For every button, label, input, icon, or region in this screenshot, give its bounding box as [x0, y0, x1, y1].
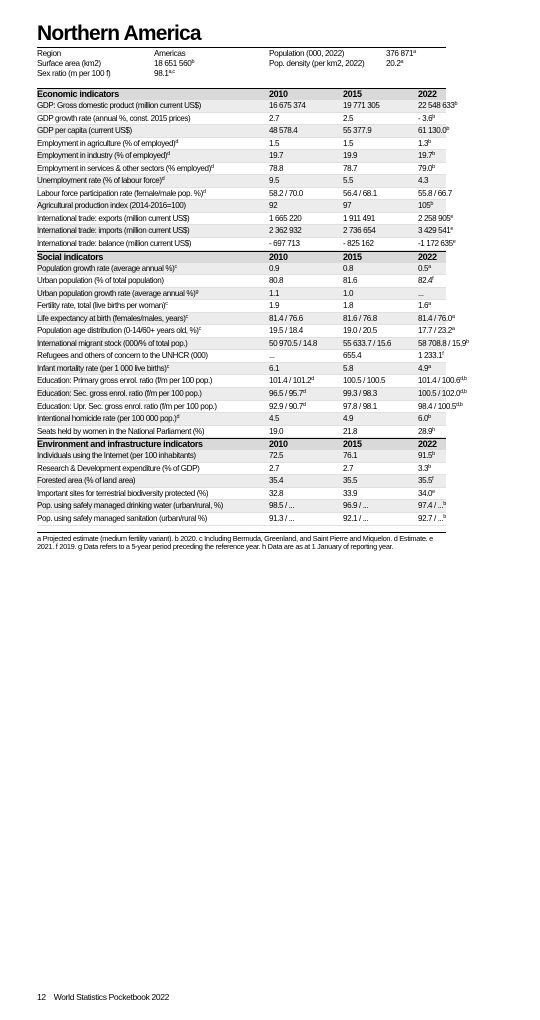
footnotes: a Projected estimate (medium fertility variant). b 2020. c Including Bermuda, Greenland, and Saint Pierre and Miquelon. d Estimate. e 2021. f 2019. g Data refers to a 5-year period preceding the reference year. h Data are as at 1 January of reporting year.: [37, 532, 446, 552]
table-row: [37, 300, 446, 313]
indicator-label: Urban population (% of total population): [37, 276, 164, 286]
value-2010: 4.5: [269, 414, 280, 424]
table-row: [37, 426, 446, 439]
value-2015: 1.5: [343, 138, 354, 148]
country-profile: [37, 22, 469, 552]
year-header: 2022: [418, 89, 437, 99]
table-row: [37, 488, 446, 501]
indicator-label: Seats held by women in the National Parliament (%): [37, 426, 205, 436]
value-2022: 79.0$^b$: [418, 163, 435, 173]
indicator-label: Pop. using safely managed sanitation (urban/rural %): [37, 513, 207, 523]
table-row: [37, 275, 446, 288]
value-2010: 16 675 374: [269, 101, 306, 110]
table-row: [37, 125, 449, 138]
table-row: [37, 363, 446, 376]
value-2010: 19.7: [269, 151, 284, 161]
value-2015: 0.8: [343, 263, 354, 273]
value-2015: 97.8 / 98.1: [343, 401, 377, 411]
surface-label: Surface area (km2): [37, 59, 101, 68]
indicator-label: Employment in services & other sectors (% employed)$^d$: [37, 163, 214, 173]
section-title: Social indicators: [37, 251, 104, 262]
indicator-label: Important sites for terrestrial biodiversity protected (%): [37, 488, 209, 498]
value-2015: 100.5 / 100.5: [343, 376, 386, 386]
indicator-label: Education: Sec. gross enrol. ratio (f/m per 100 pop.): [37, 389, 202, 399]
value-2022: 91.5$^b$: [418, 451, 435, 461]
value-2010: 72.5: [269, 451, 284, 461]
value-2010: 9.5: [269, 176, 280, 186]
table-row: [37, 325, 455, 338]
value-2022: 3.3$^b$: [418, 463, 431, 473]
value-2022: 1.6$^a$: [418, 301, 431, 311]
value-2015: - 825 162: [343, 239, 374, 249]
value-2015: 19 771 305: [343, 101, 380, 110]
value-2015: 97: [343, 201, 352, 211]
value-2015: 78.7: [343, 163, 358, 173]
indicator-label: Forested area (% of land area): [37, 476, 136, 486]
table-row: [37, 200, 446, 213]
value-2022: 81.4 / 76.0$^a$: [418, 313, 455, 323]
value-2015: 33.9: [343, 488, 358, 498]
value-2015: 55 633.7 / 15.6: [343, 338, 392, 348]
table-row: [37, 401, 463, 414]
value-2010: 101.4 / 101.2$^d$: [269, 376, 314, 386]
indicator-label: Refugees and others of concern to the UNHCR (000): [37, 351, 208, 361]
table-row: [37, 388, 467, 401]
value-2015: 1.8: [343, 301, 354, 311]
value-2022: - 3.6$^b$: [418, 113, 435, 123]
page-title: Northern America: [37, 22, 446, 48]
value-2015: 81.6: [343, 276, 358, 286]
value-2010: 1 665 220: [269, 213, 302, 223]
value-2022: 92.7 / ...$^b$: [418, 513, 446, 523]
table-row: [37, 225, 454, 238]
indicator-label: Fertility rate, total (live births per woman)$^c$: [37, 301, 168, 311]
value-2015: 92.1 / ...: [343, 513, 369, 523]
indicator-label: Population growth rate (average annual %)$^c$: [37, 263, 177, 273]
value-2010: 50 970.5 / 14.8: [269, 338, 318, 348]
value-2022: 55.8 / 66.7: [418, 188, 452, 198]
value-2010: 80.8: [269, 276, 284, 286]
indicator-label: GDP per capita (current US$): [37, 126, 132, 136]
indicator-label: Research & Development expenditure (% of GDP): [37, 463, 200, 473]
value-2015: 655.4: [343, 351, 362, 361]
table-row: [37, 513, 446, 526]
table-row: [37, 313, 455, 326]
value-2022: 58 708.8 / 15.9$^b$: [418, 338, 469, 348]
table-row: [37, 350, 446, 363]
year-header: 2010: [269, 89, 288, 99]
value-2010: 78.8: [269, 163, 284, 173]
population-label: Population (000, 2022): [269, 49, 345, 58]
value-2022: 82.4$^f$: [418, 276, 434, 286]
indicator-label: Intentional homicide rate (per 100 000 pop.)$^d$: [37, 414, 180, 424]
indicator-label: Education: Upr. Sec. gross enrol. ratio (f/m per 100 pop.): [37, 401, 217, 411]
table-row: [37, 113, 446, 126]
value-2022: 22 548 633$^b$: [418, 101, 458, 110]
table-row: [37, 500, 446, 513]
value-2015: 4.9: [343, 414, 354, 424]
table-row: [37, 413, 446, 426]
table-row: [37, 138, 446, 151]
table-row: [37, 188, 452, 201]
value-2015: 2.7: [343, 463, 354, 473]
year-header: 2010: [269, 439, 288, 450]
indicator-label: Labour force participation rate (female/male pop. %)$^d$: [37, 188, 206, 198]
indicator-label: Agricultural production index (2014-2016=100): [37, 201, 186, 211]
value-2022: 0.5$^a$: [418, 263, 431, 273]
value-2010: 2 362 932: [269, 226, 302, 236]
section-heading: [37, 438, 446, 450]
value-2015: 99.3 / 98.3: [343, 389, 377, 399]
value-2022: -1 172 635e: [418, 239, 456, 249]
value-2022: 3 429 541e: [418, 226, 454, 236]
density-value: 20.2$^a$: [386, 59, 404, 68]
value-2022: 100.5 / 102.0$^{d,b}$: [418, 389, 467, 399]
indicator-label: Individuals using the Internet (per 100 inhabitants): [37, 451, 196, 461]
value-2022: 17.7 / 23.2$^a$: [418, 326, 455, 336]
value-2010: 19.5 / 18.4: [269, 326, 303, 336]
year-header: 2010: [269, 251, 288, 262]
population-value: 376 871$^a$: [386, 49, 416, 58]
table-row: [37, 338, 469, 351]
region-label: Region: [37, 49, 61, 58]
table-row: [37, 450, 446, 463]
value-2022: 98.4 / 100.5$^{d,b}$: [418, 401, 463, 411]
value-2015: 55 377.9: [343, 126, 372, 136]
value-2010: ...: [269, 351, 275, 361]
value-2015: 5.8: [343, 363, 354, 373]
sex-ratio-label: Sex ratio (m per 100 f): [37, 69, 111, 78]
value-2010: 58.2 / 70.0: [269, 188, 303, 198]
indicator-label: Infant mortality rate (per 1 000 live births)$^c$: [37, 363, 169, 373]
indicator-tables: [37, 88, 469, 526]
indicator-label: International trade: imports (million current US$): [37, 226, 190, 236]
value-2010: 98.5 / ...: [269, 501, 295, 511]
value-2015: 96.9 / ...: [343, 501, 369, 511]
surface-value: 18 651 560$^b$: [154, 59, 195, 68]
value-2022: 4.9$^a$: [418, 363, 431, 373]
value-2022: 28.9$^h$: [418, 426, 435, 436]
value-2010: 1.5: [269, 138, 280, 148]
section-heading: [37, 88, 446, 100]
section-heading: [37, 251, 446, 263]
value-2022: 101.4 / 100.6$^{d,b}$: [418, 376, 467, 386]
value-2010: 92: [269, 201, 278, 211]
value-2022: 1.3$^b$: [418, 138, 431, 148]
value-2015: 81.6 / 76.8: [343, 313, 377, 323]
value-2022: ...: [418, 288, 424, 298]
publication-title: World Statistics Pocketbook 2022: [53, 992, 170, 1002]
value-2022: 35.5$^f$: [418, 476, 434, 486]
value-2010: 2.7: [269, 463, 280, 473]
table-row: [37, 213, 454, 226]
indicator-label: Pop. using safely managed drinking water (urban/rural, %): [37, 501, 223, 511]
table-row: [37, 150, 446, 163]
sex-ratio-value: 98.1$^{a,c}$: [154, 69, 175, 78]
table-row: [37, 163, 446, 176]
value-2015: 1.0: [343, 288, 354, 298]
indicator-label: Urban population growth rate (average annual %)$^g$: [37, 288, 199, 298]
indicator-label: International migrant stock (000/% of total pop.): [37, 338, 188, 348]
indicator-label: International trade: exports (million current US$): [37, 213, 190, 223]
region-value: Americas: [154, 49, 186, 58]
page-footer: [37, 992, 169, 1002]
value-2010: 81.4 / 76.6: [269, 313, 303, 323]
value-2010: 35.4: [269, 476, 284, 486]
value-2022: 4.3: [418, 176, 429, 186]
value-2015: 76.1: [343, 451, 358, 461]
indicator-label: International trade: balance (million current US$): [37, 239, 192, 249]
value-2010: 92.9 / 90.7$^d$: [269, 401, 306, 411]
indicator-label: Population age distribution (0-14/60+ years old, %)$^c$: [37, 326, 201, 336]
value-2010: 2.7: [269, 113, 280, 123]
table-row: [37, 288, 446, 301]
value-2015: 5.5: [343, 176, 354, 186]
value-2015: 19.0 / 20.5: [343, 326, 377, 336]
value-2015: 35.5: [343, 476, 358, 486]
year-header: 2015: [343, 439, 362, 450]
value-2022: 1 233.1$^f$: [418, 351, 444, 361]
value-2010: 6.1: [269, 363, 280, 373]
indicator-label: GDP growth rate (annual %, const. 2015 prices): [37, 113, 191, 123]
value-2015: 56.4 / 68.1: [343, 188, 377, 198]
value-2010: 91.3 / ...: [269, 513, 295, 523]
section-title: Economic indicators: [37, 89, 119, 99]
value-2010: 96.5 / 95.7$^d$: [269, 389, 306, 399]
table-row: [37, 238, 456, 251]
value-2015: 19.9: [343, 151, 358, 161]
table-row: [37, 175, 446, 188]
value-2022: 34.0e: [418, 488, 435, 498]
value-2010: - 697 713: [269, 239, 300, 249]
value-2010: 48 578.4: [269, 126, 298, 136]
value-2010: 32.8: [269, 488, 284, 498]
year-header: 2022: [418, 439, 437, 450]
year-header: 2015: [343, 251, 362, 262]
indicator-label: GDP: Gross domestic product (million current US$): [37, 101, 201, 110]
indicator-label: Unemployment rate (% of labour force)$^d$: [37, 176, 165, 186]
table-row: [37, 100, 458, 113]
value-2015: 2 736 654: [343, 226, 376, 236]
value-2022: 2 258 905e: [418, 213, 454, 223]
indicator-label: Employment in agriculture (% of employed)$^d$: [37, 138, 179, 148]
density-label: Pop. density (per km2, 2022): [269, 59, 365, 68]
table-row: [37, 463, 446, 476]
page-number: 12: [37, 992, 46, 1002]
value-2022: 61 130.0$^b$: [418, 126, 449, 136]
value-2022: 97.4 / ...$^b$: [418, 501, 446, 511]
value-2015: 1 911 491: [343, 213, 375, 223]
value-2010: 1.1: [269, 288, 280, 298]
year-header: 2015: [343, 89, 362, 99]
table-row: [37, 263, 446, 276]
year-header: 2022: [418, 251, 437, 262]
summary-block: [37, 48, 446, 88]
value-2015: 2.5: [343, 113, 354, 123]
value-2010: 0.9: [269, 263, 280, 273]
value-2022: 6.0$^b$: [418, 414, 431, 424]
table-row: [37, 375, 467, 388]
value-2010: 19.0: [269, 426, 284, 436]
value-2015: 21.8: [343, 426, 358, 436]
indicator-label: Employment in industry (% of employed)$^d$: [37, 151, 170, 161]
indicator-label: Education: Primary gross enrol. ratio (f/m per 100 pop.): [37, 376, 213, 386]
value-2022: 19.7$^b$: [418, 151, 435, 161]
table-row: [37, 475, 446, 488]
section-title: Environment and infrastructure indicators: [37, 439, 203, 450]
indicator-label: Life expectancy at birth (females/males, years)$^c$: [37, 313, 188, 323]
value-2010: 1.9: [269, 301, 280, 311]
value-2022: 105$^b$: [418, 201, 433, 211]
